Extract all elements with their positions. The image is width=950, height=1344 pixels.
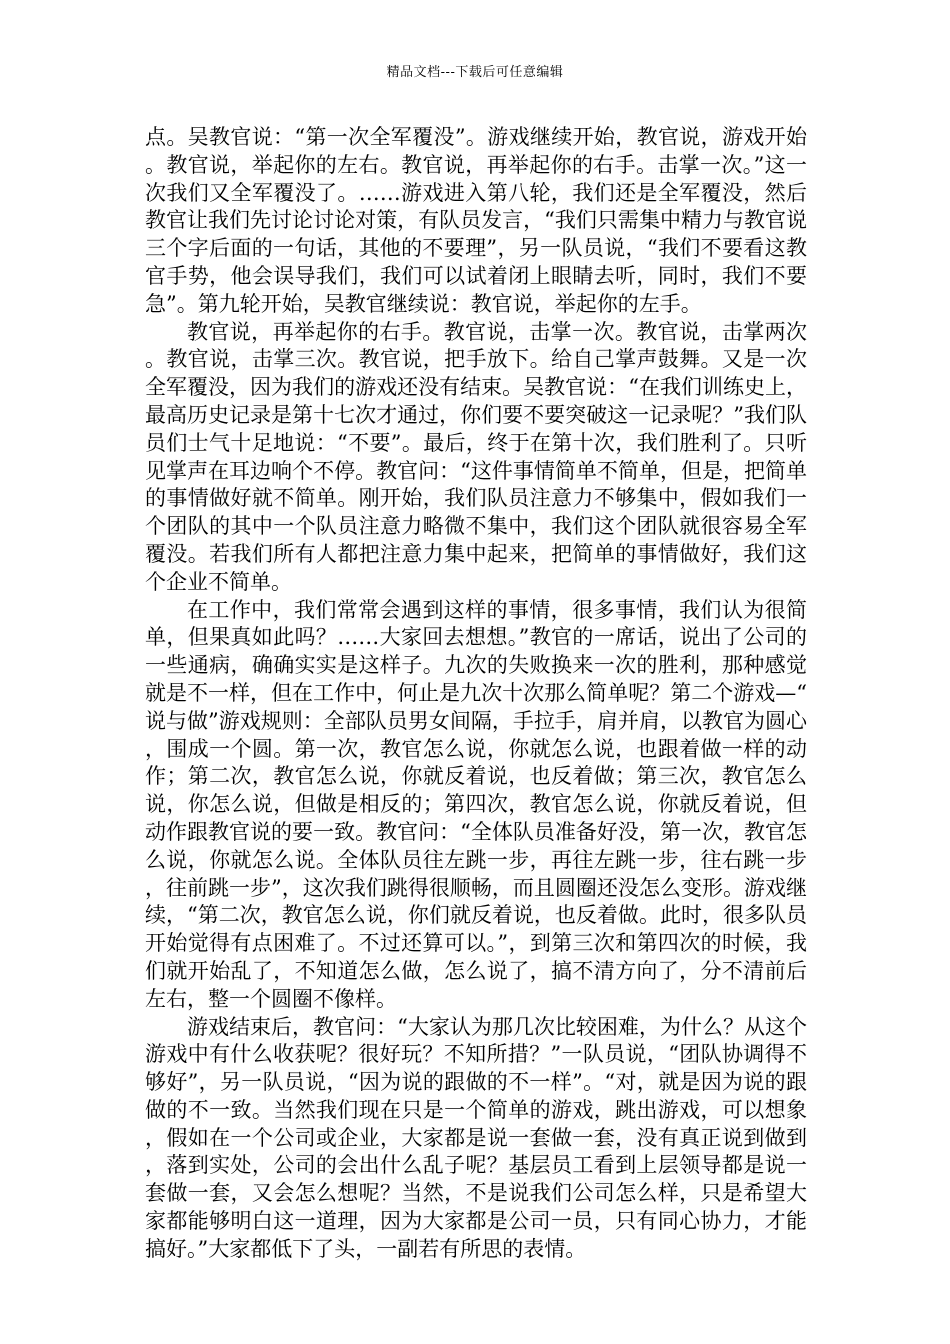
- paragraph-3: 在工作中，我们常常会遇到这样的事情，很多事情，我们认为很简单，但果真如此吗？……大家回去想想。”教官的一席话，说出了公司的一些通病，确确实实是这样子。九次的失败换来一次的胜利，那种感觉就是不一样，但在工作中，何止是九次十次那么简单呢？第二个游戏—“说与做”游戏规则：全部队员男女间隔，手拉手，肩并肩，以教官为圆心，围成一个圆。第一次，教官怎么说，你就怎么说，也跟着做一样的动作；第二次，教官怎么说，你就反着说，也反着做；第三次，教官怎么说，你怎么说，但做是相反的；第四次，教官怎么说，你就反着说，但动作跟教官说的要一致。教官问：“全体队员准备好没，第一次，教官怎么说，你就怎么说。全体队员往左跳一步，再往左跳一步，往右跳一步，往前跳一步”，这次我们跳得很顺畅，而且圆圈还没怎么变形。游戏继续，“第二次，教官怎么说，你们就反着说，也反着做。此时，很多队员开始觉得有点困难了。不过还算可以。”，到第三次和第四次的时候，我们就开始乱了，不知道怎么做，怎么说了，搞不清方向了，分不清前后左右，整一个圆圈不像样。: [145, 597, 807, 1011]
- document-body: [145, 124, 807, 1264]
- paragraph-1: 点。吴教官说：“第一次全军覆没”。游戏继续开始，教官说，游戏开始。教官说，举起你的左右。教官说，再举起你的右手。击掌一次。”这一次我们又全军覆没了。……游戏进入第八轮，我们还是全军覆没，然后教官让我们先讨论讨论对策，有队员发言，“我们只需集中精力与教官说三个字后面的一句话，其他的不要理”，另一队员说，“我们不要看这教官手势，他会误导我们，我们可以试着闭上眼睛去听，同时，我们不要急”。第九轮开始，吴教官继续说：教官说，举起你的左手。: [145, 125, 807, 316]
- paragraph-4: 游戏结束后，教官问：“大家认为那几次比较困难，为什么？从这个游戏中有什么收获呢？很好玩？不知所措？”一队员说，“团队协调得不够好”，另一队员说，“因为说的跟做的不一样”。“对，就是因为说的跟做的不一致。当然我们现在只是一个简单的游戏，跳出游戏，可以想象，假如在一个公司或企业，大家都是说一套做一套，没有真正说到做到，落到实处，公司的会出什么乱子呢？基层员工看到上层领导都是说一套做一套，又会怎么想呢？当然，不是说我们公司怎么样，只是希望大家都能够明白这一道理，因为大家都是公司一员，只有同心协力，才能搞好。”大家都低下了头，一副若有所思的表情。: [145, 1014, 807, 1261]
- paragraph-2: 教官说，再举起你的右手。教官说，击掌一次。教官说，击掌两次。教官说，击掌三次。教官说，把手放下。给自己掌声鼓舞。又是一次全军覆没，因为我们的游戏还没有结束。吴教官说：“在我们训练史上，最高历史记录是第十七次才通过，你们要不要突破这一记录呢？”我们队员们士气十足地说：“不要”。最后，终于在第十次，我们胜利了。只听见掌声在耳边响个不停。教官问：“这件事情简单不简单，但是，把简单的事情做好就不简单。刚开始，我们队员注意力不够集中，假如我们一个团队的其中一个队员注意力略微不集中，我们这个团队就很容易全军覆没。若我们所有人都把注意力集中起来，把简单的事情做好，我们这个企业不简单。: [145, 319, 807, 594]
- page-header: 精品文档---下载后可任意编辑: [386, 65, 564, 80]
